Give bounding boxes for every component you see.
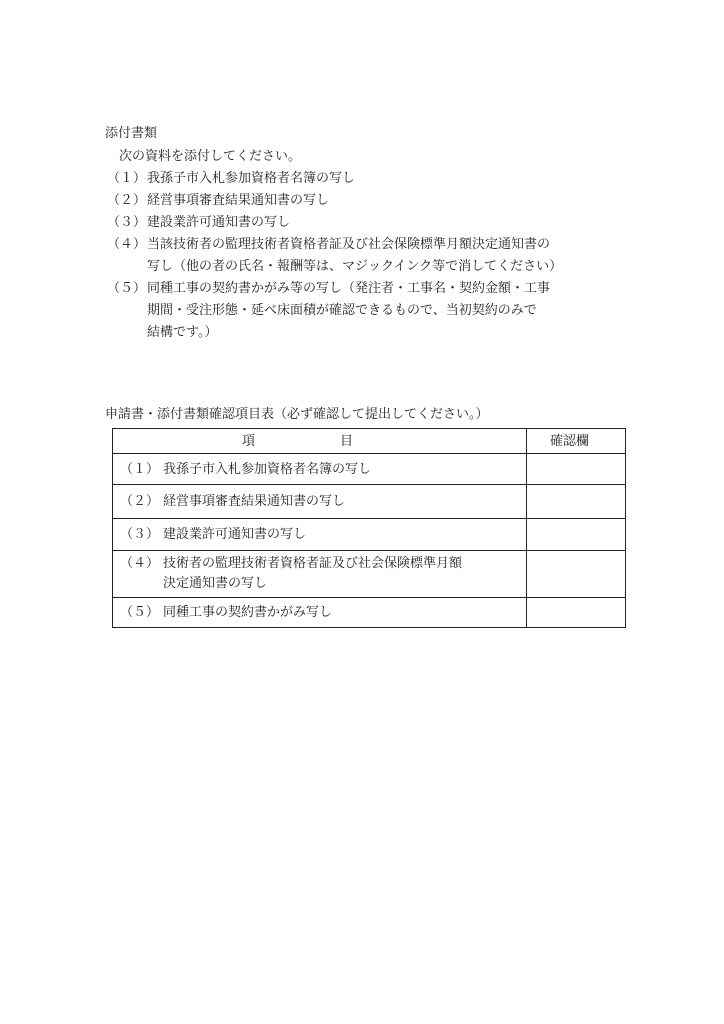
header-check-label: 確認欄 [550,434,590,449]
attachment-item-4-text-line-1: 当該技術者の監理技術者資格者証及び社会保険標準月額決定通知書の [147,237,551,252]
checklist-row-3-number: （３） [120,527,160,542]
attachment-item-4-number: （４） [107,237,147,252]
checklist-row-3-text: 建設業許可通知書の写し [163,527,307,542]
checklist-row-1-number: （１） [120,462,160,477]
attachments-heading: 添付書類 [105,126,158,141]
checklist-row-4-number: （４） [120,556,160,571]
checklist-row-1-text: 我孫子市入札参加資格者名簿の写し [163,462,372,477]
checklist-row-3-check-cell[interactable] [527,519,625,550]
checklist-row-5-text: 同種工事の契約書かがみ写し [163,605,333,620]
checklist-table [112,428,626,628]
attachment-item-1-text: 我孫子市入札参加資格者名簿の写し [147,171,356,186]
attachment-item-5-text-line-3: 結構です。） [147,325,218,340]
attachment-item-5-text-line-2: 期間・受注形態・延べ床面積が確認できるもので、当初契約のみで [147,303,537,318]
attachment-item-4-text-line-2: 写し（他の者の氏名・報酬等は、マジックインク等で消してください） [147,259,563,274]
checklist-row-2-number: （２） [120,494,160,509]
attachments-intro: 次の資料を添付してください。 [119,149,302,164]
checklist-row-2-text: 経営事項審査結果通知書の写し [163,494,346,509]
header-item-label-2: 目 [340,434,354,449]
checklist-row-2-check-cell[interactable] [527,485,625,518]
attachment-item-2-number: （２） [107,193,147,208]
checklist-row-5-number: （５） [120,605,160,620]
attachment-item-2-text: 経営事項審査結果通知書の写し [147,193,330,208]
checklist-row-5-check-cell[interactable] [527,598,625,627]
attachment-item-3-text: 建設業許可通知書の写し [147,215,291,230]
checklist-row-4-text-line-2: 決定通知書の写し [163,576,268,591]
attachment-item-5-number: （５） [107,281,147,296]
checklist-title: 申請書・添付書類確認項目表（必ず確認して提出してください。） [105,407,489,422]
attachment-item-1-number: （１） [107,171,147,186]
attachment-item-5-text-line-1: 同種工事の契約書かがみ等の写し（発注者・工事名・契約金額・工事 [147,281,551,296]
header-item-label-1: 項 [242,434,256,449]
attachment-item-3-number: （３） [107,215,147,230]
checklist-row-1-check-cell[interactable] [527,454,625,484]
checklist-row-4-check-cell[interactable] [527,551,625,597]
checklist-row-4-text-line-1: 技術者の監理技術者資格者証及び社会保険標準月額 [163,556,463,571]
